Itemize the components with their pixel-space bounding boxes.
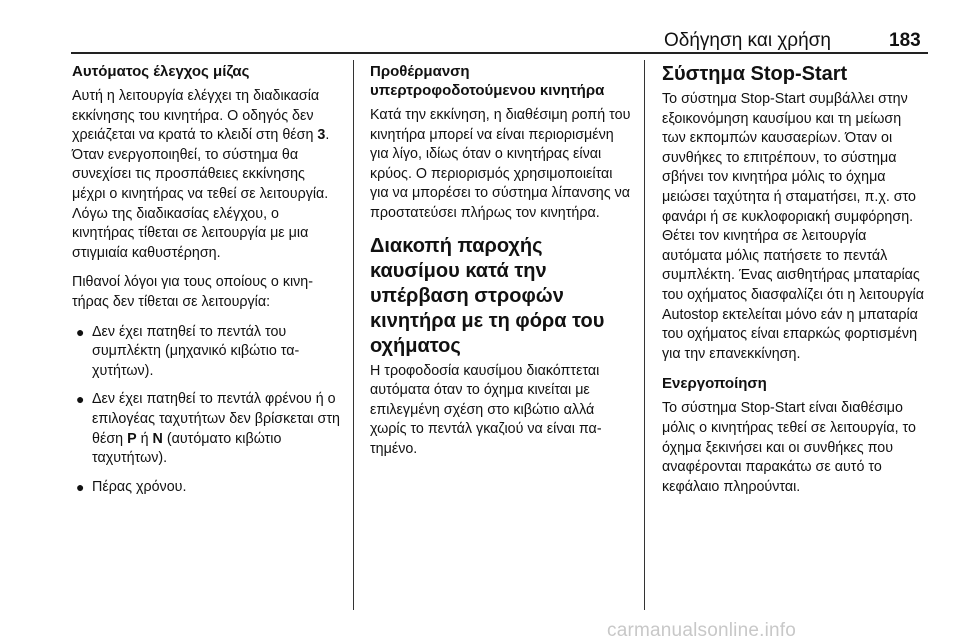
list-item — [72, 478, 342, 498]
column-divider-right — [644, 60, 645, 610]
header-rule — [71, 52, 928, 54]
bullet-icon: ● — [76, 478, 85, 495]
gear-position-n: N — [152, 430, 163, 447]
column-right — [662, 62, 928, 507]
text-run: Αυτή η λειτουργία ελέγχει τη διαδικασία εκκίνησης του κινητήρα. Ο οδηγός δεν χρειάζεται να κρατά το κλειδί στη θέση — [72, 88, 320, 144]
paragraph-activation: Το σύστημα Stop-Start είναι διαθέσιμο μόλις ο κινητήρας τεθεί σε λειτουργία, το όχημα ξεκινήσει και οι συνθήκες που αναφέρονται παρακάτω σε αυτό το κεφάλαιο πληρούνται. — [662, 400, 916, 495]
page-header — [0, 0, 960, 50]
section-heading-fuel-cutoff: Διακοπή παροχής καυσίμου κατά την υπέρβαση στροφών κινητήρα με τη φόρα του οχήματος — [370, 234, 605, 357]
page-number: 183 — [889, 30, 921, 51]
list-item-text: Πέρας χρόνου. — [92, 478, 187, 495]
bullet-icon: ● — [76, 323, 85, 340]
key-position-3: 3 — [317, 127, 326, 144]
paragraph-fuel-cutoff: Η τροφοδοσία καυσίμου διακόπτεται αυτόματα όταν το όχημα κινείται με επιλεγμένη σχέση στο κιβώτιο αλλά χωρίς το πεντάλ γκαζιού να είναι πατημένο. — [370, 362, 602, 457]
bullet-icon: ● — [76, 391, 85, 408]
text-run: . Όταν ενεργοποιηθεί, το σύστημα θα συνεχίσει τις προσπάθειες εκκίνησης μέχρι ο κινητήρας να τεθεί σε λειτουργία. Λόγω της διαδικασίας ελέγχου, ο κινητήρας τίθεται σε λειτουργία με μια στιγμιαία καθυστέρηση. — [72, 127, 330, 261]
paragraph-stop-start: Το σύστημα Stop-Start συμβάλλει στην εξοικονόμηση καυσίμου και τη μείωση των εκπομπών καυσαερίων. Όταν οι συνθήκες το επιτρέπουν, το σύστημα σβήνει τον κινητήρα μόλις το όχημα μειώσει ταχύτητα ή σταματήσει, π.χ. στο φανάρι ή σε κυκλοφοριακή συμφόρηση. Θέτει τον κινητήρα σε λειτουργία αυτόματα μόλις πατήσετε το πεντάλ συμπλέκτη. Ένας αισθητήρας μπαταρίας του οχήματος διασφαλίζει ότι η λειτουργία Autostop εκτελείται μόνο εάν η μπαταρία του οχήματος είναι επαρκώς φορτισμένη για την επανεκκίνηση. — [662, 91, 924, 362]
section-heading-auto-starter: Αυτόματος έλεγχος μίζας — [72, 63, 250, 80]
reasons-list — [72, 323, 342, 498]
list-item — [72, 323, 342, 382]
text-run: ή — [136, 430, 153, 447]
watermark: carmanualsonline.info — [607, 620, 797, 641]
column-divider-left — [353, 60, 354, 610]
column-left — [72, 62, 342, 506]
section-heading-stop-start: Σύστημα Stop-Start — [662, 63, 848, 85]
gear-position-p: P — [127, 430, 137, 447]
paragraph-auto-starter — [72, 87, 342, 263]
list-item — [72, 390, 342, 468]
chapter-title: Οδήγηση και χρήση — [664, 30, 831, 51]
text-run: (αυτόματο κιβώτιο ταχυτήτων). — [92, 430, 282, 467]
section-heading-turbo-warmup: Προθέρμανση υπερτροφοδοτούμενου κινητήρα — [370, 63, 605, 99]
list-item-text: Δεν έχει πατηθεί το πεντάλ του συμπλέκτη (μηχανικό κιβώτιο ταχυτήτων). — [92, 323, 300, 379]
subheading-activation: Ενεργοποίηση — [662, 375, 767, 393]
list-item-text: Δεν έχει πατηθεί το πεντάλ φρένου ή ο επιλογέας ταχυτήτων δεν βρίσκεται στη θέση — [92, 391, 340, 447]
column-middle — [370, 62, 632, 470]
paragraph-turbo-warmup: Κατά την εκκίνηση, η διαθέσιμη ροπή του κινητήρα μπορεί να είναι περιορισμένη για λίγο, ιδίως όταν ο κινητήρας είναι κρύος. Ο περιορισμός χρησιμοποιείται για να μπορέσει το σύστημα λίπανσης να προστατεύσει πλήρως τον κινητήρα. — [370, 107, 631, 221]
paragraph-reasons: Πιθανοί λόγοι για τους οποίους ο κινητήρας δεν τίθεται σε λειτουργία: — [72, 274, 314, 310]
